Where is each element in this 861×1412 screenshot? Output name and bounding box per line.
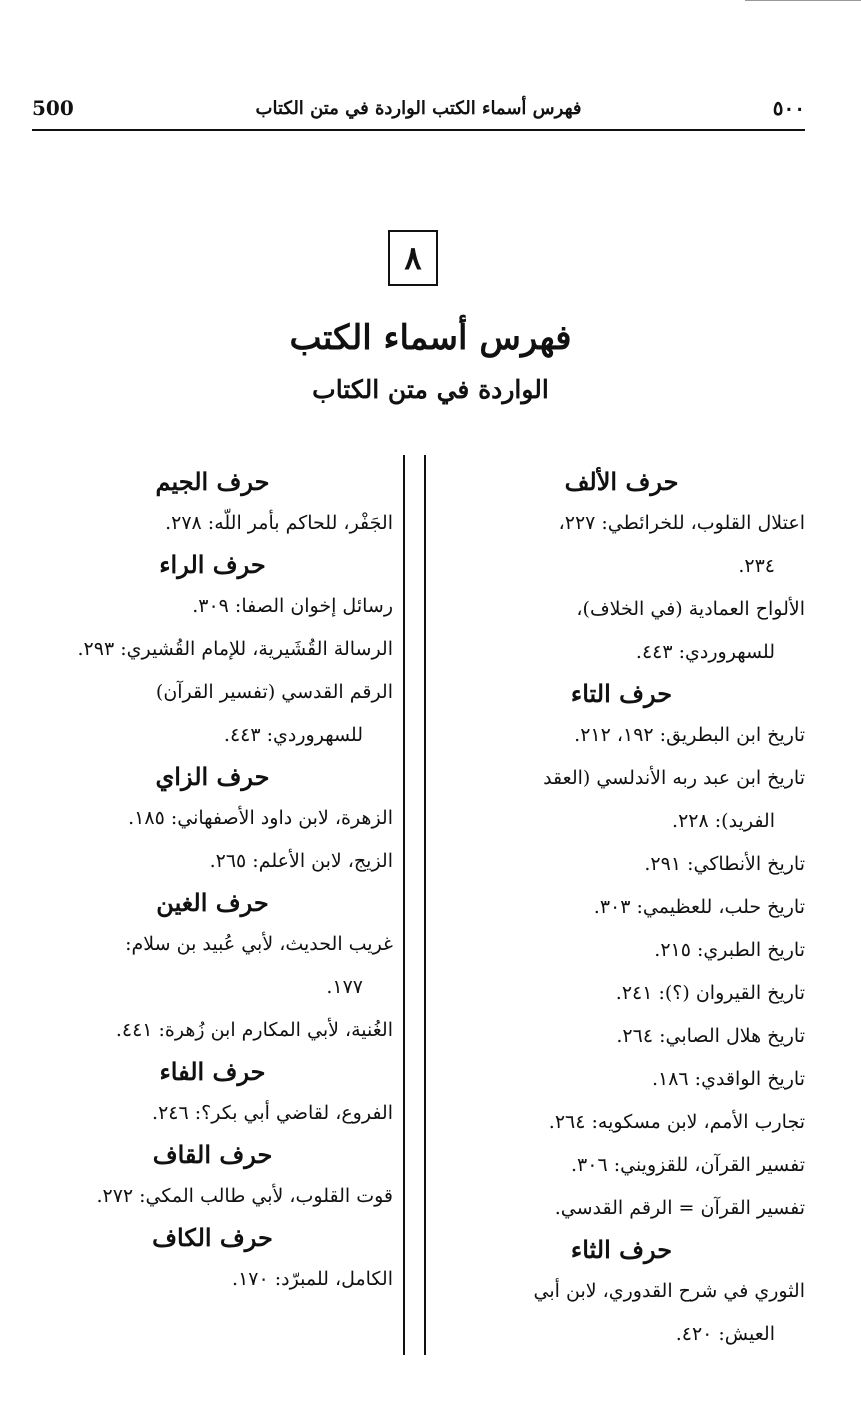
- entry-line: قوت القلوب، لأبي طالب المكي: ٢٧٢.: [96, 1185, 393, 1207]
- entry-line: تاريخ الطبري: ٢١٥.: [654, 939, 805, 961]
- entry-line: الثوري في شرح القدوري، لابن أبي: [533, 1280, 805, 1302]
- page-number-arabic: ٥٠٠: [772, 96, 805, 120]
- index-entry: [32, 671, 393, 757]
- entry-line: للسهروردي: ٤٤٣.: [635, 641, 775, 663]
- section-heading: حرف الغين: [156, 888, 269, 917]
- index-entry: [438, 929, 805, 972]
- entry-line: الغُنية، لأبي المكارم ابن زُهرة: ٤٤١.: [115, 1019, 393, 1041]
- page-subtitle: الواردة في متن الكتاب: [312, 375, 549, 404]
- index-entry: [438, 714, 805, 757]
- index-entry: [438, 1270, 805, 1356]
- entry-line: الزيج، لابن الأعلم: ٢٦٥.: [209, 850, 393, 872]
- entry-line: تاريخ القيروان (؟): ٢٤١.: [615, 982, 805, 1004]
- entry-line: تاريخ الواقدي: ١٨٦.: [651, 1068, 805, 1090]
- index-entry: [438, 502, 805, 588]
- index-entry: [32, 840, 393, 883]
- section-heading: حرف الزاي: [155, 762, 270, 791]
- index-entry: [438, 1187, 805, 1230]
- entry-line: الكامل، للمبرّد: ١٧٠.: [232, 1268, 393, 1290]
- section-heading: حرف التاء: [570, 679, 673, 708]
- index-entry: [32, 502, 393, 545]
- entry-line: تاريخ الأنطاكي: ٢٩١.: [644, 853, 805, 875]
- index-entry: [438, 588, 805, 674]
- header-rule: [32, 129, 805, 131]
- index-entry: [438, 1144, 805, 1187]
- section-heading: حرف الكاف: [152, 1223, 273, 1252]
- page-title: فهرس أسماء الكتب: [289, 318, 572, 358]
- section-heading: حرف الفاء: [159, 1057, 266, 1086]
- index-entry: [32, 628, 393, 671]
- index-entry: [438, 972, 805, 1015]
- index-entry: [438, 1058, 805, 1101]
- column-divider-right: [424, 455, 426, 1355]
- entry-line: للسهروردي: ٤٤٣.: [223, 724, 363, 746]
- index-entry: [32, 1258, 393, 1301]
- entry-line: تجارب الأمم، لابن مسكويه: ٢٦٤.: [548, 1111, 805, 1133]
- entry-line: اعتلال القلوب، للخرائطي: ٢٢٧،: [558, 512, 805, 534]
- running-title: فهرس أسماء الكتب الواردة في متن الكتاب: [255, 98, 582, 119]
- index-entry: [32, 923, 393, 1009]
- index-entry: [32, 797, 393, 840]
- index-entry: [438, 1015, 805, 1058]
- page-header: [32, 96, 805, 128]
- left-column: [32, 462, 393, 1301]
- index-entry: [438, 886, 805, 929]
- section-heading: حرف الراء: [159, 550, 266, 579]
- top-edge-rule: [745, 0, 861, 1]
- page-number-latin: 500: [32, 96, 74, 120]
- index-entry: [32, 1009, 393, 1052]
- right-column: [438, 462, 805, 1356]
- entry-line: تاريخ هلال الصابي: ٢٦٤.: [616, 1025, 805, 1047]
- entry-line: تاريخ ابن البطريق: ١٩٢، ٢١٢.: [574, 724, 805, 746]
- entry-line: الفروع، لقاضي أبي بكر؟: ٢٤٦.: [152, 1102, 393, 1124]
- entry-line: ١٧٧.: [326, 976, 363, 998]
- index-entry: [438, 1101, 805, 1144]
- index-entry: [32, 585, 393, 628]
- section-heading: حرف الثاء: [570, 1235, 673, 1264]
- section-heading: حرف القاف: [152, 1140, 273, 1169]
- entry-line: الرسالة القُشَيرية، للإمام القُشيري: ٢٩٣.: [77, 638, 393, 660]
- index-entry: [438, 757, 805, 843]
- section-heading: حرف الألف: [564, 467, 679, 496]
- index-entry: [32, 1175, 393, 1218]
- index-number: ٨: [404, 239, 422, 277]
- entry-line: تفسير القرآن = الرقم القدسي.: [554, 1197, 805, 1219]
- entry-line: تفسير القرآن، للقزويني: ٣٠٦.: [571, 1154, 805, 1176]
- entry-line: الجَفْر، للحاكم بأمر اللّه: ٢٧٨.: [165, 512, 393, 534]
- entry-line: ٢٣٤.: [738, 555, 775, 577]
- index-entry: [32, 1092, 393, 1135]
- entry-line: رسائل إخوان الصفا: ٣٠٩.: [192, 595, 393, 617]
- column-divider-left: [403, 455, 405, 1355]
- section-heading: حرف الجيم: [155, 467, 270, 496]
- entry-line: تاريخ ابن عبد ربه الأندلسي (العقد: [543, 767, 805, 789]
- entry-line: العيش: ٤٢٠.: [675, 1323, 775, 1345]
- index-number-box: [388, 230, 438, 286]
- entry-line: الزهرة، لابن داود الأصفهاني: ١٨٥.: [128, 807, 393, 829]
- entry-line: الفريد): ٢٢٨.: [672, 810, 775, 832]
- entry-line: الألواح العمادية (في الخلاف)،: [576, 598, 805, 620]
- entry-line: تاريخ حلب، للعظيمي: ٣٠٣.: [593, 896, 805, 918]
- entry-line: غريب الحديث، لأبي عُبيد بن سلام:: [125, 933, 393, 955]
- entry-line: الرقم القدسي (تفسير القرآن): [155, 681, 393, 703]
- index-entry: [438, 843, 805, 886]
